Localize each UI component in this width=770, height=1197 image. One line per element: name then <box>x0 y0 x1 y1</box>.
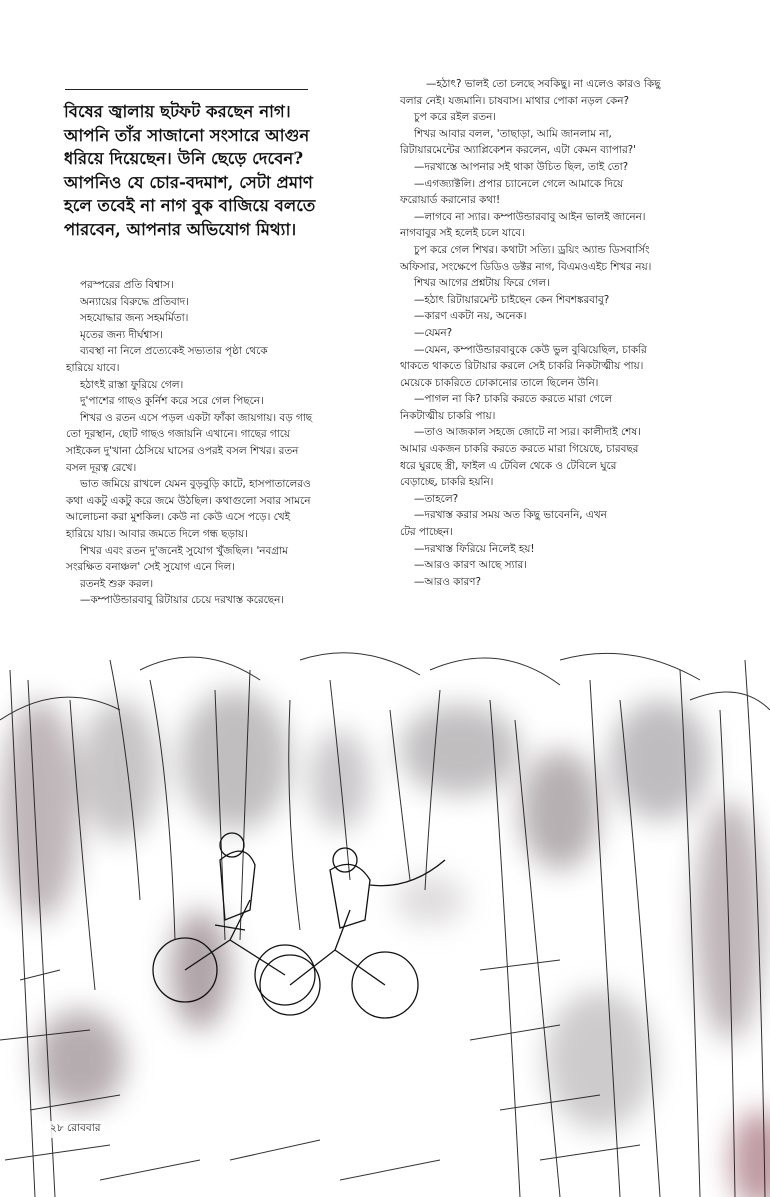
body-line: —হঠাৎ? ভালই তো চলছে সবকিছু। না এলেও কারও কিছু <box>426 78 661 90</box>
body-line: সংরক্ষিত বনাঞ্চল' সেই সুযোগ এনে দিল। <box>66 561 235 574</box>
body-line: ভাত জমিয়ে রাখলে যেমন বুড়বুড়ি কাটে, হাসপাতালেরও <box>80 478 311 491</box>
body-line: —তাহলে? <box>414 492 459 505</box>
body-line: টের পাচ্ছেন। <box>400 526 453 539</box>
body-line: অন্যায়ের বিরুদ্ধে প্রতিবাদ। <box>80 295 189 308</box>
pull-quote <box>64 100 390 242</box>
body-line: মেয়েকে চাকরিতে ঢোকানোর তালে ছিলেন উনি। <box>400 376 599 389</box>
body-line: —যেমন, কম্পাউন্ডারবাবুকে কেউ ভুল বুঝিয়েছিল, চাকরি <box>414 343 647 356</box>
body-line: —দরখাস্ত ফিরিয়ে নিলেই হয়! <box>414 542 535 555</box>
pull-quote-line: ধরিয়ে দিয়েছেন। উনি ছেড়ে দেবেন? <box>64 148 304 169</box>
body-line: —যেমন? <box>414 326 453 339</box>
body-line: থাকতে থাকতে রিটায়ার করলে সেই চাকরি নিকটাত্মীয় পায়। <box>400 360 644 373</box>
body-line: কথা একটু একটু করে জমে উঠছিল। কথাগুলো সবার সামনে <box>66 494 311 507</box>
forest-cyclists-illustration <box>0 640 770 1197</box>
body-line: শিখর আবার বলল, 'তাছাড়া, আমি জানলাম না, <box>414 127 612 140</box>
body-line: হারিয়ে যায়। আবার জমতে দিলে গন্ধ ছড়ায়। <box>66 527 248 540</box>
page-folio: ২৮ রোববার <box>47 1121 104 1138</box>
body-line: বলার নেই। যজমানি। চাষবাস। মাথার পোকা নড়ল কেন? <box>400 94 629 107</box>
body-line: মৃতের জন্য দীর্ঘশ্বাস। <box>80 328 163 341</box>
body-line: ধরে ঘুরছে স্ত্রী, ফাইল এ টেবিল থেকে ও টেবিলে ঘুরে <box>400 459 617 472</box>
body-line: সহযোদ্ধার জন্য সহমর্মিতা। <box>80 312 189 325</box>
body-line: বসল দূরত্ব রেখে। <box>66 461 137 474</box>
body-line: শিখর আগের প্রশ্নটায় ফিরে গেল। <box>414 277 550 290</box>
body-line: ব্যবস্থা না নিলে প্রত্যেকেই সভ্যতার পৃষ্ঠা থেকে <box>80 345 268 358</box>
body-line: অফিসার, সংক্ষেপে ডিডিও ডক্টর নাগ, বিএমওএইচ শিখর নয়। <box>400 260 652 273</box>
body-line: নাগবাবুর সই হলেই চলে যাবে। <box>400 227 525 240</box>
pull-quote-line: পারবেন, আপনার অভিযোগ মিথ্যা। <box>64 218 297 239</box>
body-line: —আরও কারণ আছে স্যার। <box>414 559 527 572</box>
body-line: শিখর এবং রতন দু'জনেই সুযোগ খুঁজছিল। 'নবগ্রাম <box>80 544 288 557</box>
right-text-column <box>400 76 715 590</box>
pull-quote-line: আপনিও যে চোর-বদমাশ, সেটা প্রমাণ <box>64 171 313 192</box>
body-line: ফরোয়ার্ড করানোর কথা! <box>400 194 501 207</box>
body-line: পরস্পরের প্রতি বিশ্বাস। <box>80 279 174 291</box>
body-line: হঠাৎই রাস্তা ফুরিয়ে গেল। <box>80 378 184 391</box>
body-line: —আরও কারণ? <box>414 575 481 588</box>
body-line: তো দূরস্থান, ছোট গাছও গজায়নি এখানে। গাছের গায়ে <box>66 428 291 441</box>
body-line: —হঠাৎ রিটায়ারমেন্ট চাইছেন কেন শিবশঙ্করবাবু? <box>414 293 610 306</box>
body-line: আমার একজন চাকরি করতে করতে মারা গিয়েছে, চারবছর <box>400 443 639 456</box>
body-line: —কম্পাউন্ডারবাবু রিটায়ার চেয়ে দরখাস্ত করেছেন। <box>80 594 284 607</box>
body-line: —দরখাস্ত করার সময় অত কিছু ভাবেননি, এখন <box>414 509 607 522</box>
body-line: চুপ করে রইল রতন। <box>414 111 497 124</box>
pull-quote-line: বিষের জ্বালায় ছটফট করছেন নাগ। <box>64 101 291 121</box>
body-line: —লাগবে না স্যার। কম্পাউন্ডারবাবু আইন ভালই জানেন। <box>414 210 646 223</box>
body-line: —কারণ একটা নয়, অনেক। <box>414 310 527 323</box>
body-line: আলোচনা করা মুশকিল। কেউ না কেউ এসে পড়ে। খেই <box>66 511 291 524</box>
body-line: বেড়াচ্ছে, চাকরি হয়নি। <box>400 476 494 489</box>
body-line: রতনই শুরু করল। <box>80 577 154 590</box>
body-line: চুপ করে গেল শিখর। কথাটা সত্যি। ড্রয়িং অ্যান্ড ডিসবার্সিং <box>414 243 650 256</box>
body-line: সাইকেল দু'খানা ঠেসিয়ে ঘাসের ওপরই বসল শিখর। রতন <box>66 444 299 457</box>
pull-quote-line: আপনি তাঁর সাজানো সংসারে আগুন <box>64 124 310 145</box>
pull-quote-rule <box>65 89 308 90</box>
pull-quote-line: হলে তবেই না নাগ বুক বাজিয়ে বলতে <box>64 195 316 216</box>
body-line: হারিয়ে যাবে। <box>66 361 120 374</box>
left-text-column <box>66 277 380 609</box>
body-line: —দরখাস্তে আপনার সই থাকা উচিত ছিল, তাই তো? <box>414 160 629 173</box>
body-line: শিখর ও রতন এসে পড়ল একটা ফাঁকা জায়গায়। বড় গাছ <box>80 411 313 424</box>
body-line: —পাগল না কি? চাকরি করতে করতে মারা গেলে <box>414 393 613 406</box>
body-line: রিটায়ারমেন্টের অ্যাপ্লিকেশন করলেন, এটা কেমন ব্যাপার?' <box>400 144 637 157</box>
body-line: দু'পাশের গাছও কুর্নিশ করে সরে গেল পিছনে। <box>80 395 264 408</box>
body-line: নিকটাত্মীয় চাকরি পায়। <box>400 409 496 422</box>
body-line: —তাও আজকাল সহজে জোটে না স্যর। কালীদাই শেষ। <box>414 426 641 439</box>
body-line: —এগজ্যাক্টলি। প্রপার চ্যানেলে গেলে আমাকে দিয়ে <box>414 177 624 190</box>
